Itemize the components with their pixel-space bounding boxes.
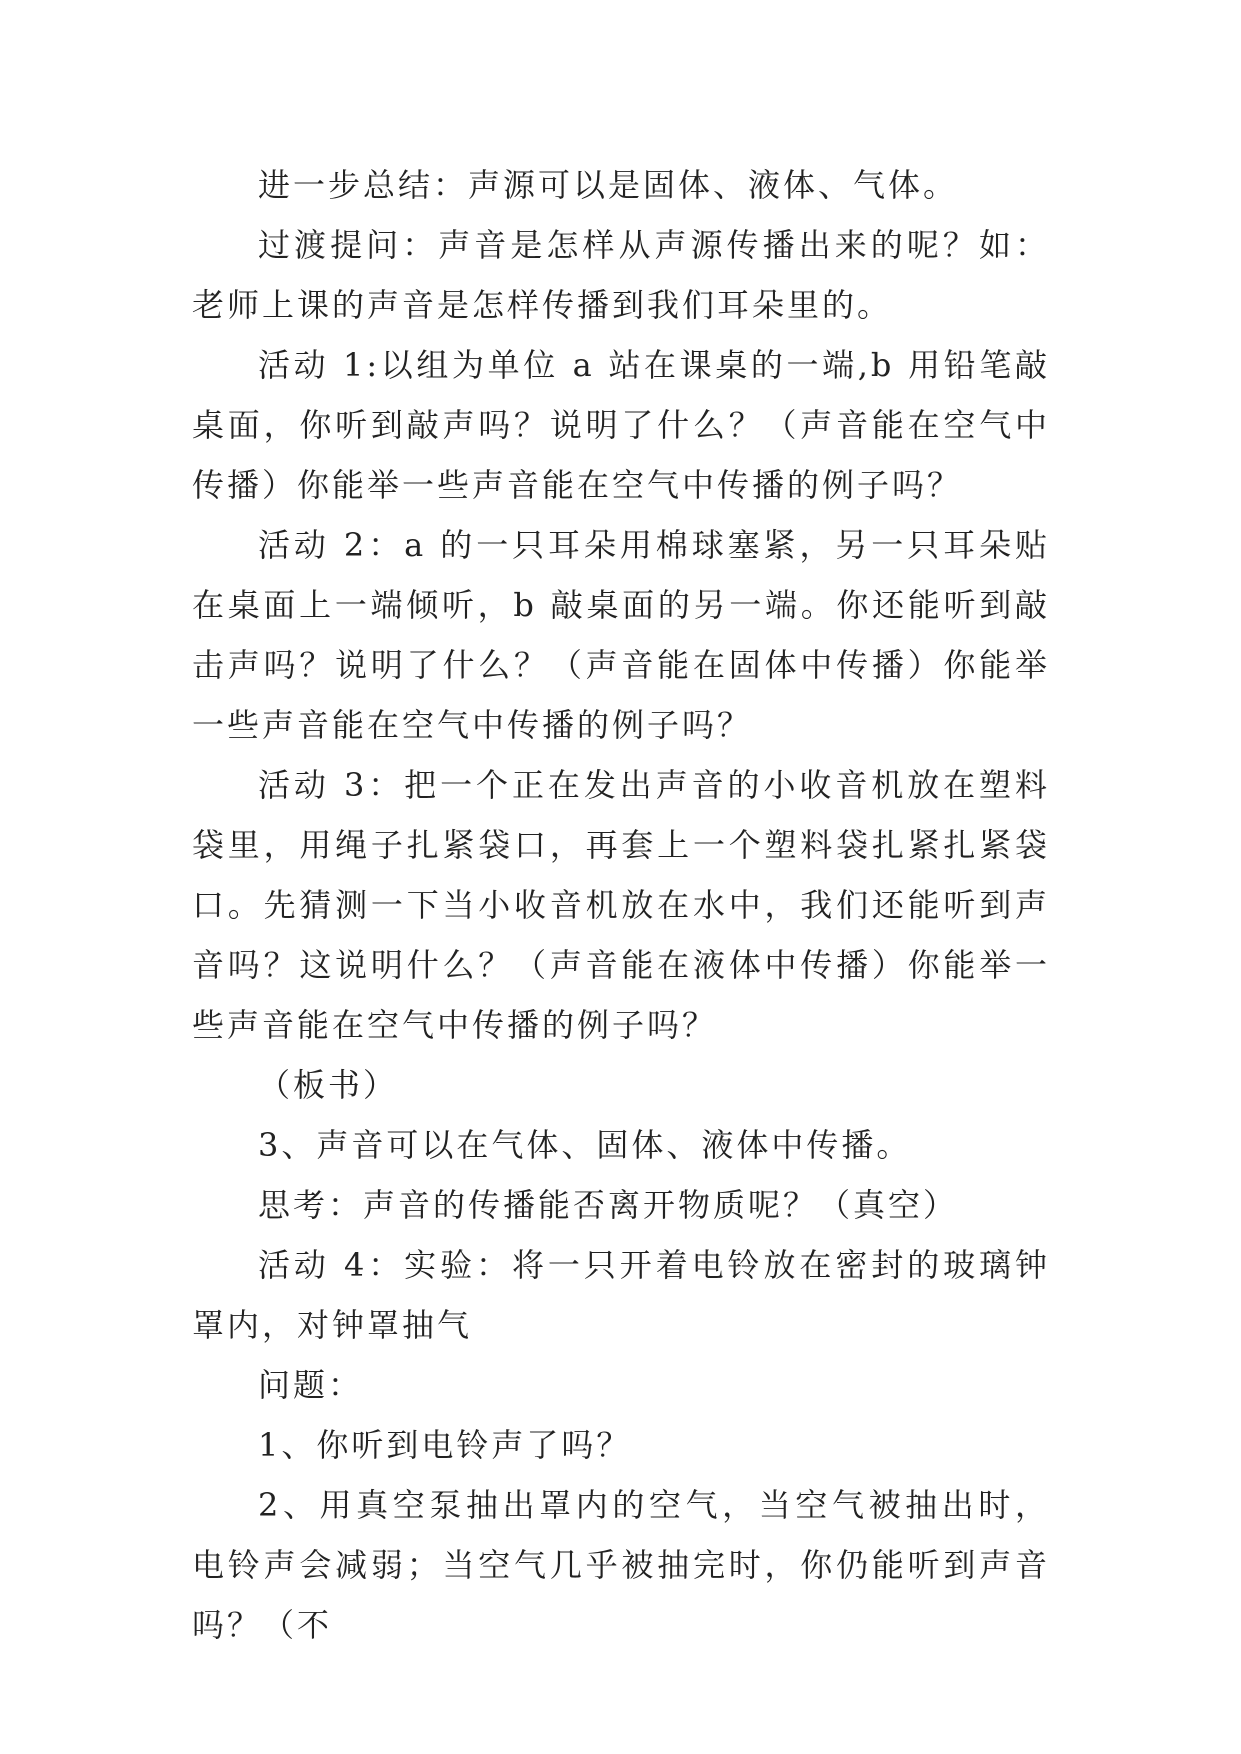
paragraph-transition-question: 过渡提问：声音是怎样从声源传播出来的呢？如：老师上课的声音是怎样传播到我们耳朵里的。: [192, 226, 1050, 324]
paragraph-question-1: 1、你听到电铃声了吗？: [258, 1426, 632, 1464]
paragraph-question-2: 2、用真空泵抽出罩内的空气，当空气被抽出时，电铃声会减弱；当空气几乎被抽完时，你仍能听到声音吗？（不: [192, 1486, 1050, 1644]
paragraph-conclusion-3: 3、声音可以在气体、固体、液体中传播。: [258, 1126, 912, 1164]
paragraph-activity-1: 活动 1:以组为单位 a 站在课桌的一端,b 用铅笔敲桌面，你听到敲声吗？说明了什么？（声音能在空气中传播）你能举一些声音能在空气中传播的例子吗？: [192, 346, 1050, 504]
paragraph-activity-4: 活动 4：实验：将一只开着电铃放在密封的玻璃钟罩内，对钟罩抽气: [192, 1246, 1050, 1344]
paragraph-activity-3: 活动 3：把一个正在发出声音的小收音机放在塑料袋里，用绳子扎紧袋口，再套上一个塑料袋扎紧扎紧袋口。先猜测一下当小收音机放在水中，我们还能听到声音吗？这说明什么？（声音能在液体中传播）你能举一些声音能在空气中传播的例子吗？: [192, 766, 1050, 1044]
paragraph-activity-2: 活动 2：a 的一只耳朵用棉球塞紧，另一只耳朵贴在桌面上一端倾听，b 敲桌面的另一端。你还能听到敲击声吗？说明了什么？（声音能在固体中传播）你能举一些声音能在空气中传播的例子吗？: [192, 526, 1050, 744]
document-body: [192, 155, 1050, 1655]
paragraph-blackboard-note: （板书）: [258, 1066, 399, 1104]
paragraph-summary: 进一步总结：声源可以是固体、液体、气体。: [258, 166, 959, 204]
paragraph-question-heading: 问题：: [258, 1366, 364, 1404]
paragraph-think: 思考：声音的传播能否离开物质呢？（真空）: [258, 1186, 959, 1224]
